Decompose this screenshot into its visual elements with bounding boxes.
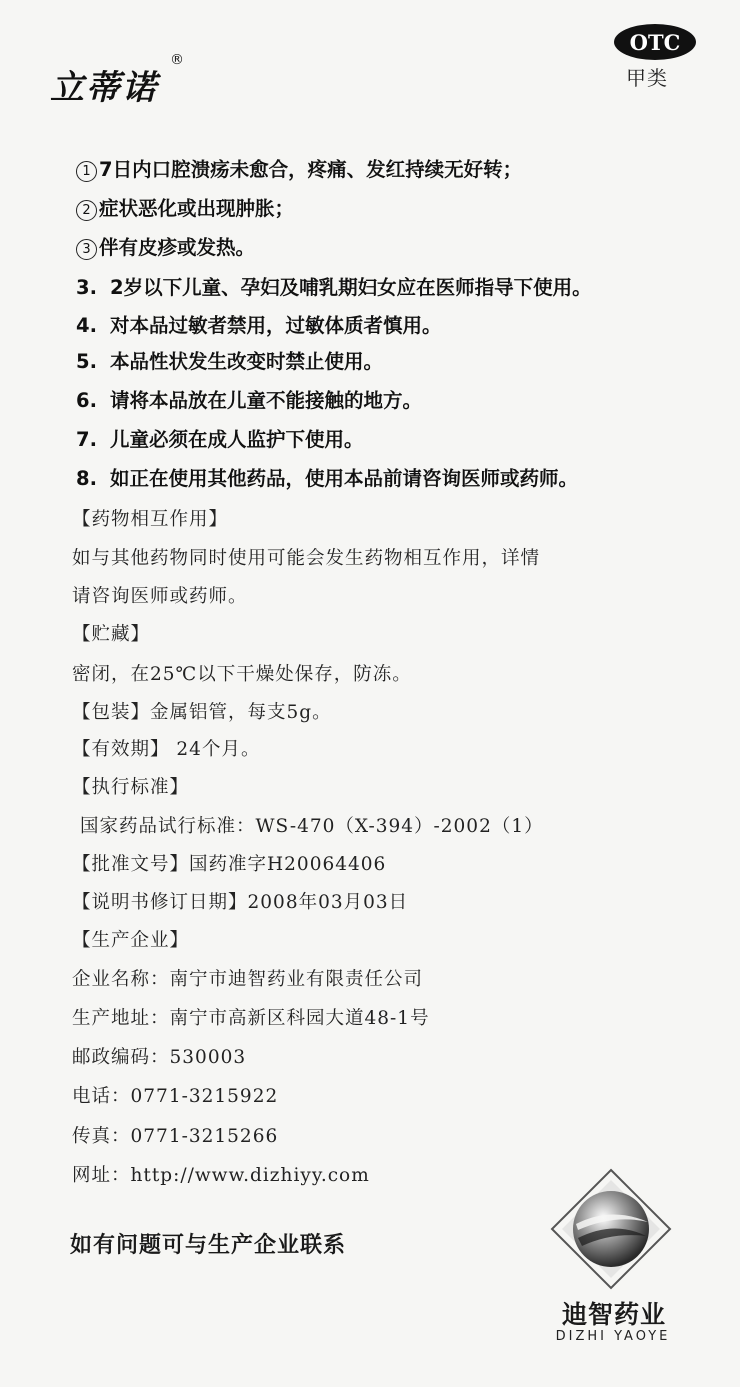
company-logo-icon [548, 1166, 674, 1292]
company-logo-english: DIZHI YAOYE [555, 1329, 671, 1344]
circle-number: 3 [76, 239, 97, 260]
brand-logo-text: 立蒂诺 [50, 68, 158, 108]
manufacturer-heading: 【生产企业】 [72, 930, 190, 951]
precaution-subitem: 1 7日内口腔溃疡未愈合，疼痛、发红持续无好转； [76, 154, 522, 182]
fax-row: 传真：0771-3215266 [72, 1126, 279, 1147]
postcode: 530003 [169, 1047, 247, 1068]
revision-heading: 【说明书修订日期】 [72, 892, 248, 913]
interaction-text: 请咨询医师或药师。 [72, 586, 248, 607]
precaution-item: 4. 对本品过敏者禁用，过敏体质者慎用。 [76, 314, 442, 337]
manufacturer-address: 南宁市高新区科园大道48-1号 [169, 1008, 430, 1029]
precaution-subitem: 3 伴有皮疹或发热。 [76, 232, 255, 260]
phone-number: 0771-3215922 [130, 1086, 279, 1107]
website-row: 网址：http://www.dizhiyy.com [72, 1165, 370, 1186]
package-row [72, 698, 332, 724]
manufacturer-name: 南宁市迪智药业有限责任公司 [169, 969, 424, 990]
precaution-subitem: 2 症状恶化或出现肿胀； [76, 193, 294, 221]
validity-heading: 【有效期】 [72, 739, 170, 760]
registered-mark: ® [170, 52, 184, 68]
manufacturer-address-row: 生产地址：南宁市高新区科园大道48-1号 [72, 1008, 430, 1029]
otc-badge: OTC [614, 24, 696, 60]
package-text: 金属铝管，每支5g。 [150, 702, 332, 723]
manufacturer-name-row: 企业名称：南宁市迪智药业有限责任公司 [72, 969, 424, 990]
approval-text: 国药准字H20064406 [189, 854, 387, 875]
website-url: http://www.dizhiyy.com [130, 1165, 370, 1186]
precaution-item: 6. 请将本品放在儿童不能接触的地方。 [76, 389, 423, 412]
storage-text: 密闭，在25℃以下干燥处保存，防冻。 [72, 664, 412, 685]
validity-text: 24个月。 [176, 739, 261, 760]
precaution-item: 3. 2岁以下儿童、孕妇及哺乳期妇女应在医师指导下使用。 [76, 276, 592, 299]
approval-row [72, 850, 386, 876]
revision-row [72, 888, 408, 914]
postcode-row: 邮政编码：530003 [72, 1047, 247, 1068]
precaution-item: 5. 本品性状发生改变时禁止使用。 [76, 350, 384, 373]
approval-heading: 【批准文号】 [72, 854, 190, 875]
fax-number: 0771-3215266 [130, 1126, 279, 1147]
precaution-item: 8. 如正在使用其他药品，使用本品前请咨询医师或药师。 [76, 467, 579, 490]
otc-class: 甲类 [626, 66, 668, 90]
contact-note: 如有问题可与生产企业联系 [70, 1233, 347, 1258]
phone-row: 电话：0771-3215922 [72, 1086, 279, 1107]
interaction-text: 如与其他药物同时使用可能会发生药物相互作用，详情 [72, 548, 541, 569]
standard-text: 国家药品试行标准：WS-470（X-394）-2002（1） [80, 816, 544, 837]
storage-heading: 【贮藏】 [72, 624, 151, 645]
company-logo-chinese: 迪智药业 [561, 1300, 666, 1329]
circle-number: 2 [76, 200, 97, 221]
precaution-item: 7. 儿童必须在成人监护下使用。 [76, 428, 364, 451]
standard-heading: 【执行标准】 [72, 777, 190, 798]
package-heading: 【包装】 [72, 702, 151, 723]
interaction-heading: 【药物相互作用】 [72, 509, 229, 530]
validity-row [72, 735, 260, 761]
revision-text: 2008年03月03日 [247, 892, 409, 913]
circle-number: 1 [76, 161, 97, 182]
